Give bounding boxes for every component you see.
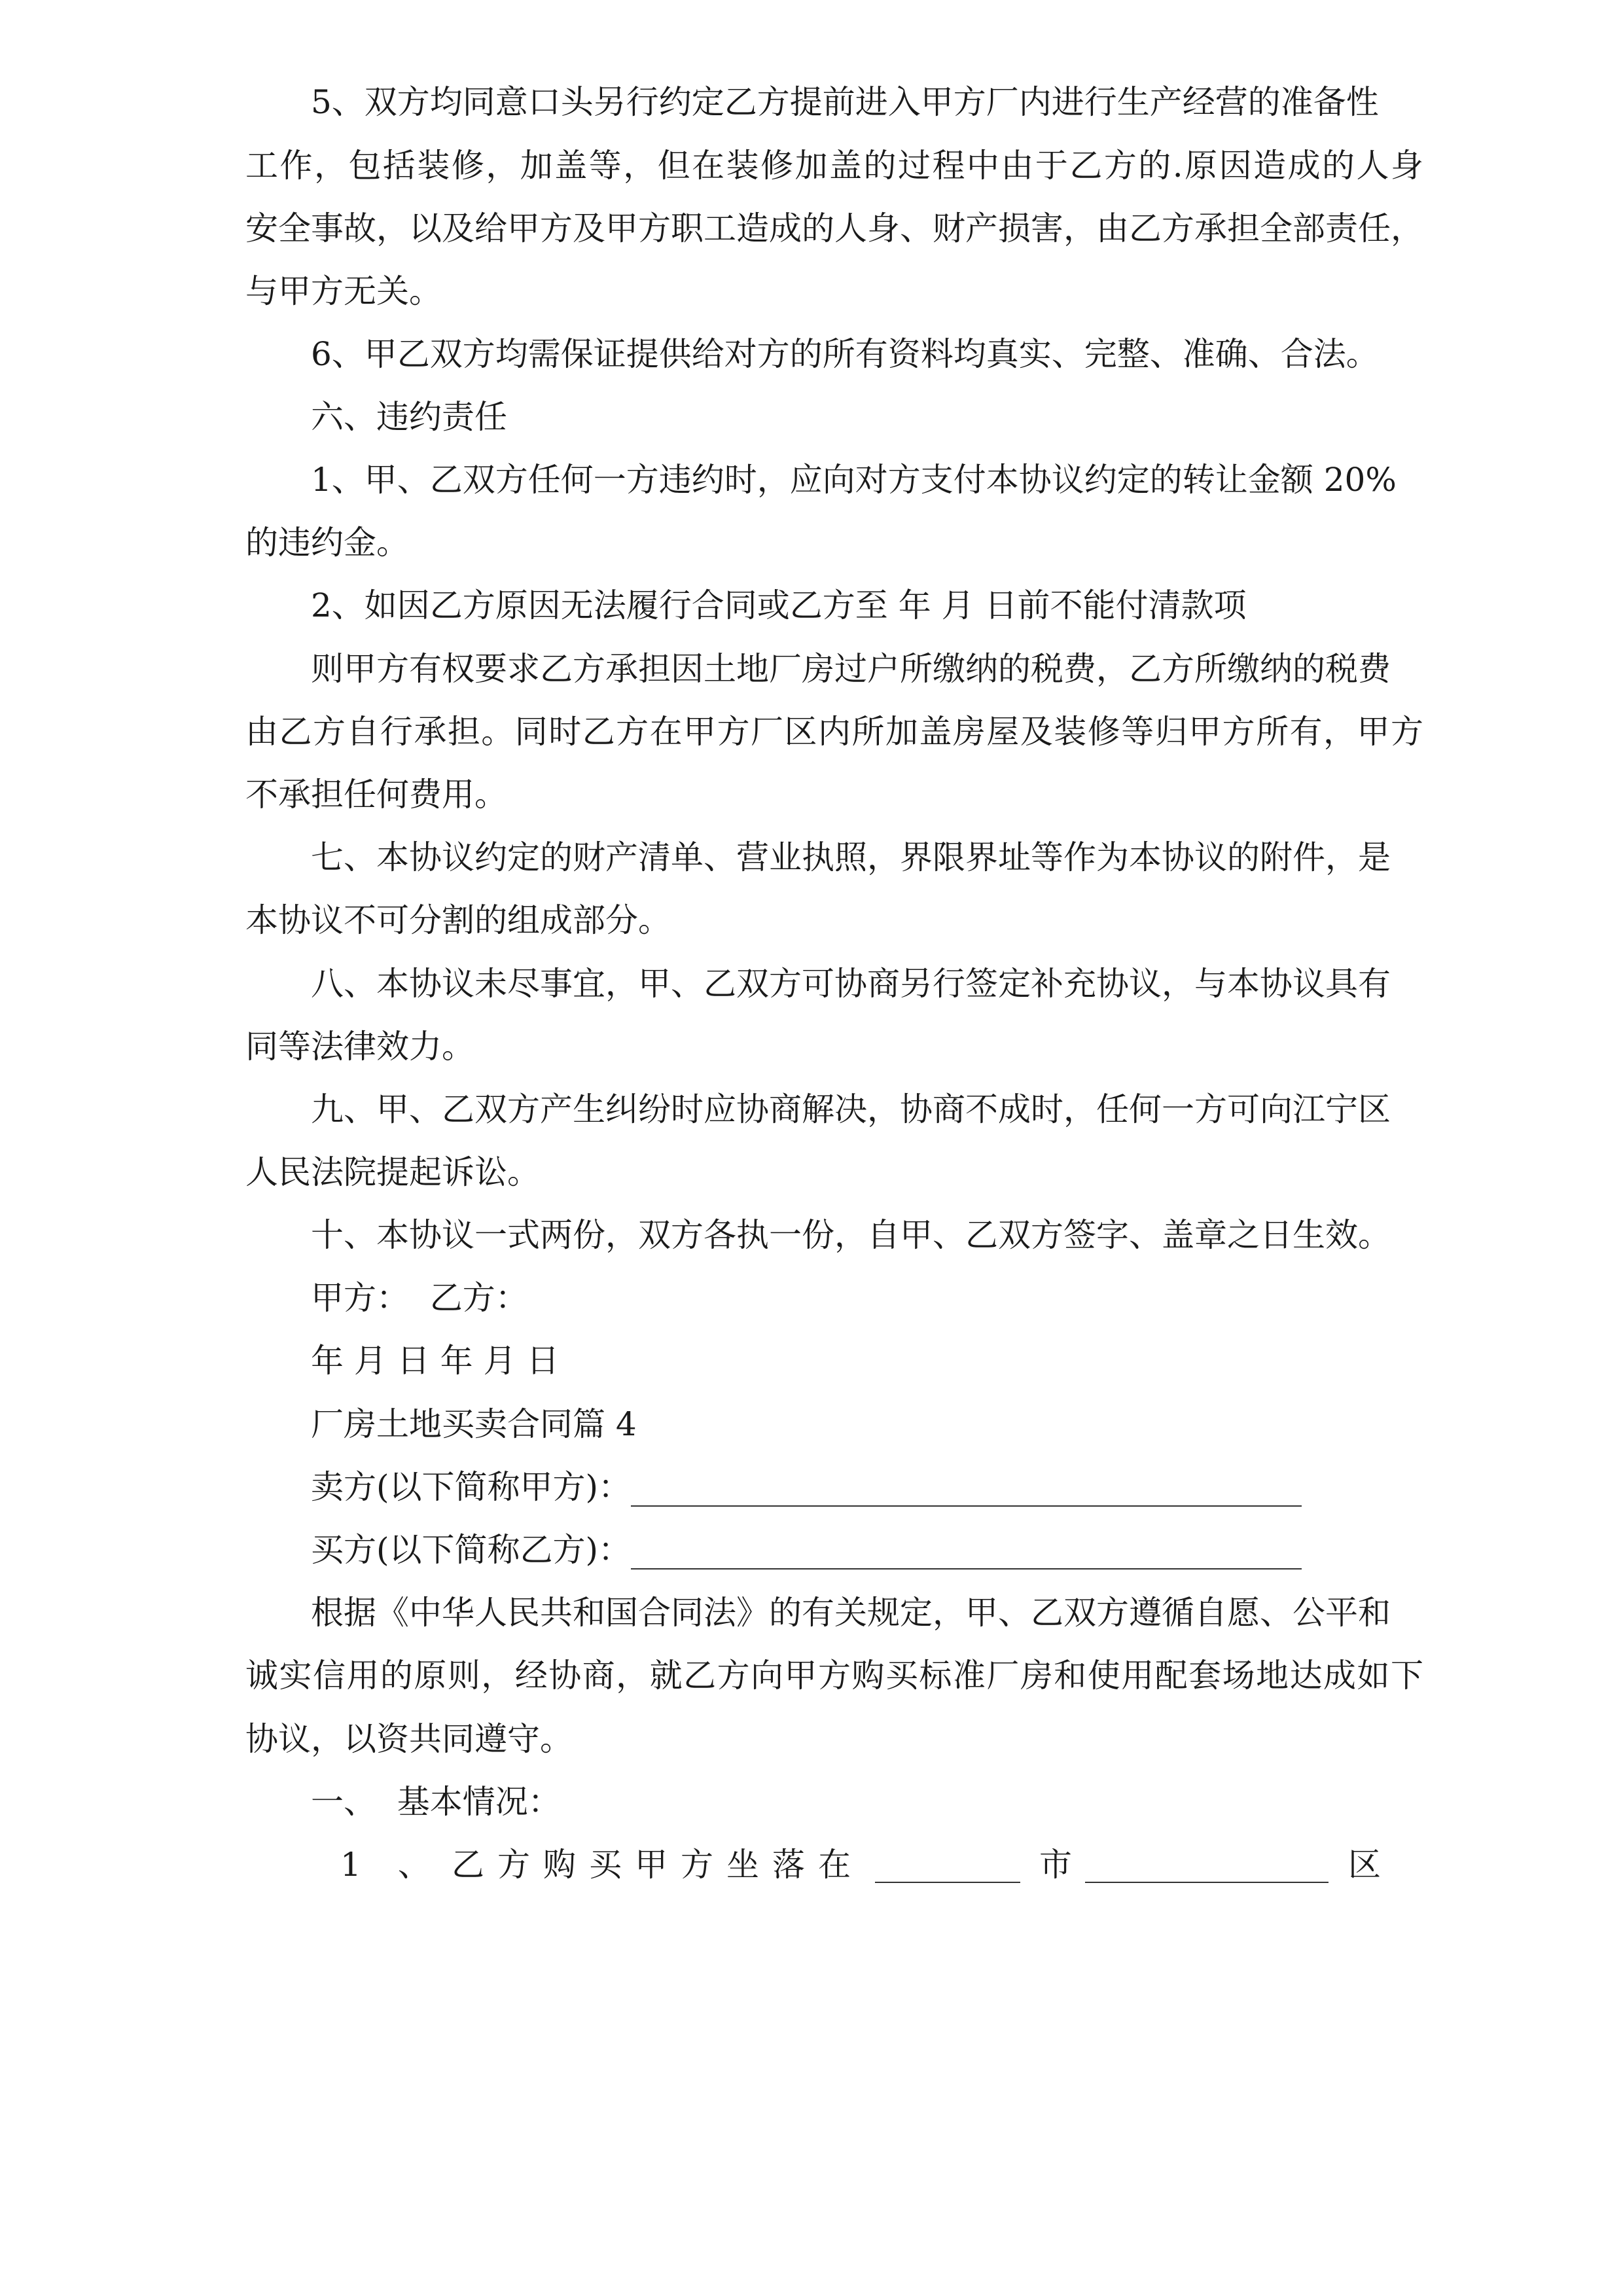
city-blank[interactable] — [875, 1848, 1020, 1883]
preamble-line-1: 根据《中华人民共和国合同法》的有关规定，甲、乙双方遵循自愿、公平和 — [311, 1594, 1391, 1632]
clause-5-line-3: 安全事故，以及给甲方及甲方职工造成的人身、财产损害，由乙方承担全部责任， — [245, 209, 1423, 247]
preamble-line-2: 诚实信用的原则，经协商，就乙方向甲方购买标准厂房和使用配套场地达成如下 — [245, 1657, 1423, 1695]
basic-heading: 一、 基本情况： — [311, 1783, 561, 1821]
breach-1-line-1: 1、甲、乙双方任何一方违约时，应向对方支付本协议约定的转让金额 20% — [311, 461, 1397, 499]
breach-2-line-1: 2、如因乙方原因无法履行合同或乙方至 年 月 日前不能付清款项 — [311, 586, 1247, 624]
seller-label: 卖方(以下简称甲方)： — [311, 1468, 632, 1506]
section-9-line-1: 九、甲、乙双方产生纠纷时应协商解决，协商不成时，任何一方可向江宁区 — [311, 1090, 1391, 1128]
breach-1-line-2: 的违约金。 — [245, 524, 409, 562]
breach-2-line-2: 则甲方有权要求乙方承担因土地厂房过户所缴纳的税费，乙方所缴纳的税费 — [311, 650, 1391, 688]
section-7-line-2: 本协议不可分割的组成部分。 — [245, 901, 671, 939]
section-8-line-1: 八、本协议未尽事宜，甲、乙双方可协商另行签定补充协议，与本协议具有 — [311, 965, 1391, 1003]
seller-row — [311, 1467, 1489, 1507]
breach-2-line-4: 不承担任何费用。 — [245, 776, 507, 814]
clause-5-line-4: 与甲方无关。 — [245, 272, 442, 310]
basic-item-1-number: 1 、 — [340, 1846, 444, 1884]
clause-5-line-2: 工作，包括装修，加盖等，但在装修加盖的过程中由于乙方的.原因造成的人身 — [245, 147, 1423, 185]
clause-6: 6、甲乙双方均需保证提供给对方的所有资料均真实、完整、准确、合法。 — [311, 335, 1379, 373]
seller-blank[interactable] — [631, 1471, 1302, 1507]
preamble-line-3: 协议，以资共同遵守。 — [245, 1720, 573, 1758]
basic-item-1-text: 乙方购买甲方坐落在 — [452, 1846, 864, 1884]
contract-4-title: 厂房土地买卖合同篇 4 — [311, 1405, 637, 1443]
section-9-line-2: 人民法院提起诉讼。 — [245, 1153, 540, 1191]
section-10: 十、本协议一式两份，双方各执一份，自甲、乙双方签字、盖章之日生效。 — [311, 1216, 1391, 1254]
section-6-heading: 六、违约责任 — [311, 398, 507, 436]
district-blank[interactable] — [1085, 1848, 1329, 1883]
buyer-row — [311, 1530, 1489, 1570]
basic-item-1-city: 市 — [1039, 1846, 1072, 1884]
basic-item-1-district: 区 — [1348, 1846, 1381, 1884]
breach-2-line-3: 由乙方自行承担。同时乙方在甲方厂区内所加盖房屋及装修等归甲方所有，甲方 — [245, 713, 1423, 751]
buyer-blank[interactable] — [631, 1534, 1302, 1570]
signature-line: 甲方： 乙方： — [311, 1279, 528, 1317]
date-line: 年 月 日 年 月 日 — [311, 1342, 560, 1380]
section-7-line-1: 七、本协议约定的财产清单、营业执照，界限界址等作为本协议的附件，是 — [311, 838, 1391, 876]
section-8-line-2: 同等法律效力。 — [245, 1028, 474, 1066]
clause-5-line-1: 5、双方均同意口头另行约定乙方提前进入甲方厂内进行生产经营的准备性 — [311, 83, 1379, 121]
buyer-label: 买方(以下简称乙方)： — [311, 1531, 632, 1569]
